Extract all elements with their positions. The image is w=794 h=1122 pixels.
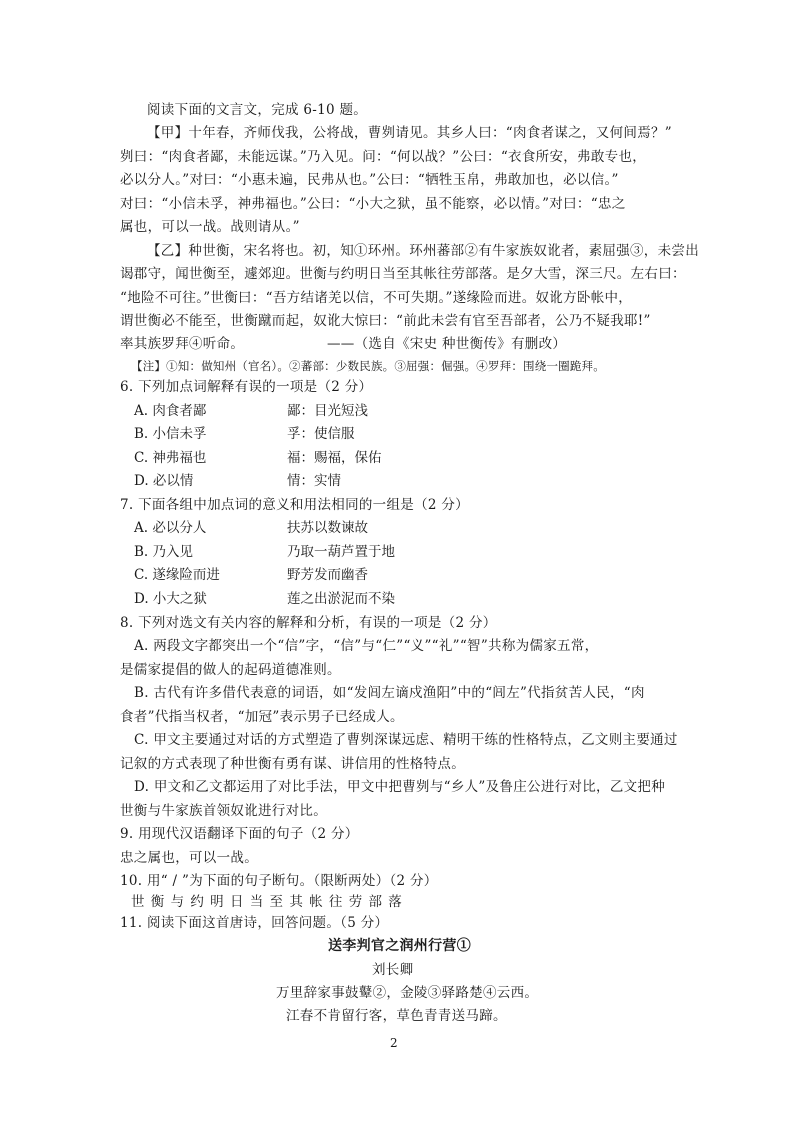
q8-option-a-line: 是儒家提倡的做人的起码道德准则。 <box>120 662 341 678</box>
passage-yi-line: 谓世衡必不能至，世衡蹴而起，奴讹大惊曰：“前此未尝有官至吾部者，公乃不疑我耶!” <box>120 313 651 329</box>
reading-instruction: 阅读下面的文言文，完成 6-10 题。 <box>147 102 368 118</box>
passage-yi-line: 【乙】种世衡，宋名将也。初，知①环州。环州蕃部②有牛家族奴讹者，素屈强③，未尝出 <box>147 243 699 259</box>
q6-option-b: B. 小信未孚 <box>134 426 207 442</box>
q8-option-a-line: A. 两段文字都突出一个“信”字，“信”与“仁”“义”“礼”“智”共称为儒家五常， <box>134 638 599 654</box>
question-6-stem: 6. 下列加点词解释有误的一项是（2 分） <box>120 379 373 395</box>
poem-author: 刘长卿 <box>372 962 414 978</box>
q7-option-d-compare: 莲之出淤泥而不染 <box>287 591 395 607</box>
question-10-stem: 10. 用“ / ”为下面的句子断句。（限断两处）（2 分） <box>120 873 438 889</box>
q10-sentence: 世 衡 与 约 明 日 当 至 其 帐 往 劳 部 落 <box>131 894 403 910</box>
q7-option-a: A. 必以分人 <box>134 520 207 536</box>
q8-option-c-line: 记叙的方式表现了种世衡有勇有谋、讲信用的性格特点。 <box>120 756 465 772</box>
question-11-stem: 11. 阅读下面这首唐诗，回答问题。（5 分） <box>120 915 389 931</box>
q6-option-c-meaning: 福：赐福，保佑 <box>287 450 382 466</box>
q7-option-c: C. 遂缘险而进 <box>134 567 220 583</box>
question-8-stem: 8. 下列对选文有关内容的解释和分析，有误的一项是（2 分） <box>120 615 497 631</box>
passage-yi-line: 谒郡守，闻世衡至，遽郊迎。世衡与约明日当至其帐往劳部落。是夕大雪，深三尺。左右曰： <box>120 266 686 282</box>
q7-option-b: B. 乃入见 <box>134 544 194 560</box>
q6-option-d-meaning: 情：实情 <box>287 473 341 489</box>
q7-option-c-compare: 野芳发而幽香 <box>287 567 368 583</box>
poem-line: 江春不肯留行客，草色青青送马蹄。 <box>286 1008 507 1024</box>
poem-title: 送李判官之润州行营① <box>328 938 471 954</box>
q6-option-c: C. 神弗福也 <box>134 450 207 466</box>
passage-source: ——（选自《宋史 种世衡传》有删改） <box>327 336 567 352</box>
passage-yi-line: “地险不可往。”世衡曰：“吾方结诸羌以信，不可失期。”遂缘险而进。奴讹方卧帐中， <box>120 290 633 306</box>
question-7-stem: 7. 下面各组中加点词的意义和用法相同的一组是（2 分） <box>120 497 469 513</box>
q7-option-a-compare: 扶苏以数谏故 <box>287 520 368 536</box>
q6-option-a-meaning: 鄙：目光短浅 <box>287 403 368 419</box>
q8-option-b-line: B. 古代有许多借代表意的词语，如“发闾左谪戍渔阳”中的“闾左”代指贫苦人民，“肉 <box>134 685 645 701</box>
q6-option-d: D. 必以情 <box>134 473 194 489</box>
passage-jia-line: 【甲】十年春，齐师伐我，公将战，曹刿请见。其乡人曰：“肉食者谋之，又何间焉？” <box>147 125 673 141</box>
q6-option-b-meaning: 孚：使信服 <box>287 426 355 442</box>
passage-jia-line: 属也，可以一战。战则请从。” <box>120 219 300 235</box>
q9-sentence: 忠之属也，可以一战。 <box>120 850 258 866</box>
q7-option-b-compare: 乃取一葫芦置于地 <box>287 544 395 560</box>
annotation-notes: 【注】①知：做知州（官名）。②蕃部：少数民族。③屈强：倔强。④罗拜：围绕一圈跪拜。 <box>131 359 605 373</box>
q8-option-d-line: D. 甲文和乙文都运用了对比手法，甲文中把曹刿与“乡人”及鲁庄公进行对比，乙文把种 <box>134 779 666 795</box>
passage-jia-line: 对曰：“小信未孚，神弗福也。”公曰：“小大之狱，虽不能察，必以情。”对曰：“忠之 <box>120 196 626 212</box>
q8-option-b-line: 食者”代指当权者，“加冠”表示男子已经成人。 <box>120 709 404 725</box>
question-9-stem: 9. 用现代汉语翻译下面的句子（2 分） <box>120 826 359 842</box>
q8-option-d-line: 世衡与牛家族首领奴讹进行对比。 <box>120 803 327 819</box>
q6-option-a: A. 肉食者鄙 <box>134 403 207 419</box>
q8-option-c-line: C. 甲文主要通过对话的方式塑造了曹刿深谋远虑、精明干练的性格特点，乙文则主要通过 <box>134 732 678 748</box>
poem-line: 万里辞家事鼓鼙②，金陵③驿路楚④云西。 <box>276 985 539 1001</box>
passage-yi-line: 率其族罗拜④听命。 <box>120 336 245 352</box>
page-number: 2 <box>390 1036 398 1050</box>
passage-jia-line: 必以分人。”对曰：“小惠未遍，民弗从也。”公曰：“牺牲玉帛，弗敢加也，必以信。” <box>120 172 619 188</box>
passage-jia-line: 刿曰：“肉食者鄙，未能远谋。”乃入见。问：“何以战？”公曰：“衣食所安，弗敢专也， <box>120 149 647 165</box>
q7-option-d: D. 小大之狱 <box>134 591 207 607</box>
